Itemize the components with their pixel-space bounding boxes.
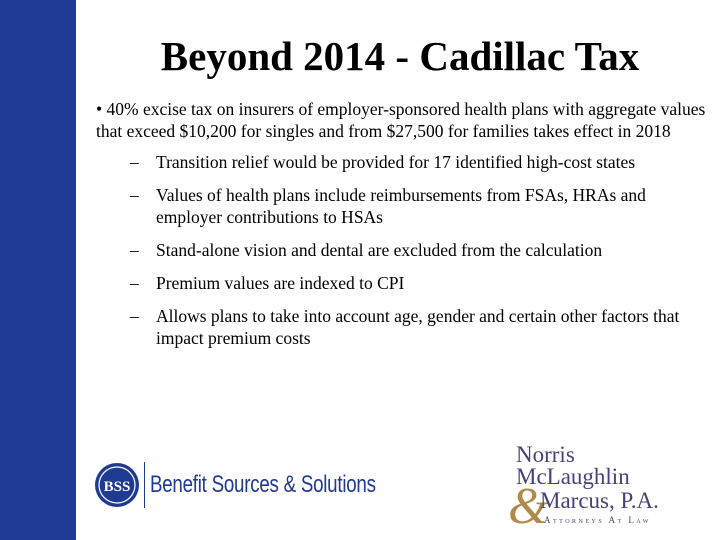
main-bullet: • 40% excise tax on insurers of employer-sponsored health plans with aggregate values that exceed $10,200 for singles and from $27,500 for families takes effect in 2018 [96, 99, 706, 141]
sub-bullet-text: Allows plans to take into account age, gender and certain other factors that impact premium costs [156, 306, 680, 348]
sub-bullet-text: Stand-alone vision and dental are excluded from the calculation [156, 240, 603, 260]
dash-glyph: – [130, 306, 139, 326]
sub-bullet [96, 305, 706, 349]
sub-bullet-text: Transition relief would be provided for 17 identified high-cost states [156, 152, 636, 172]
sub-bullet-list [96, 151, 706, 349]
nmm-name-line1: Norris [516, 442, 575, 467]
bss-company-name: Benefit Sources & Solutions [150, 471, 376, 498]
norris-mclaughlin-logo [510, 443, 710, 533]
slide-body [96, 98, 706, 360]
nmm-name-line2: McLaughlin [516, 464, 630, 489]
nmm-ampersand: & [508, 478, 549, 535]
nmm-name-line3: Marcus, P.A. [540, 488, 659, 513]
sub-bullet [96, 151, 706, 173]
bss-monogram-icon [94, 462, 140, 508]
logo-divider [144, 462, 145, 508]
sub-bullet-text: Premium values are indexed to CPI [156, 273, 405, 293]
sub-bullet [96, 239, 706, 261]
dash-glyph: – [130, 185, 139, 205]
sub-bullet-text: Values of health plans include reimbursements from FSAs, HRAs and employer contributions to HSAs [156, 185, 646, 227]
dash-glyph: – [130, 152, 139, 172]
sub-bullet [96, 272, 706, 294]
dash-glyph: – [130, 240, 139, 260]
nmm-tagline: Attorneys At Law [544, 515, 651, 525]
slide-title: Beyond 2014 - Cadillac Tax [160, 33, 640, 79]
sub-bullet [96, 184, 706, 228]
benefit-sources-logo [94, 462, 439, 508]
svg-text:BSS: BSS [103, 479, 131, 495]
left-accent-bar [0, 0, 76, 540]
dash-glyph: – [130, 273, 139, 293]
